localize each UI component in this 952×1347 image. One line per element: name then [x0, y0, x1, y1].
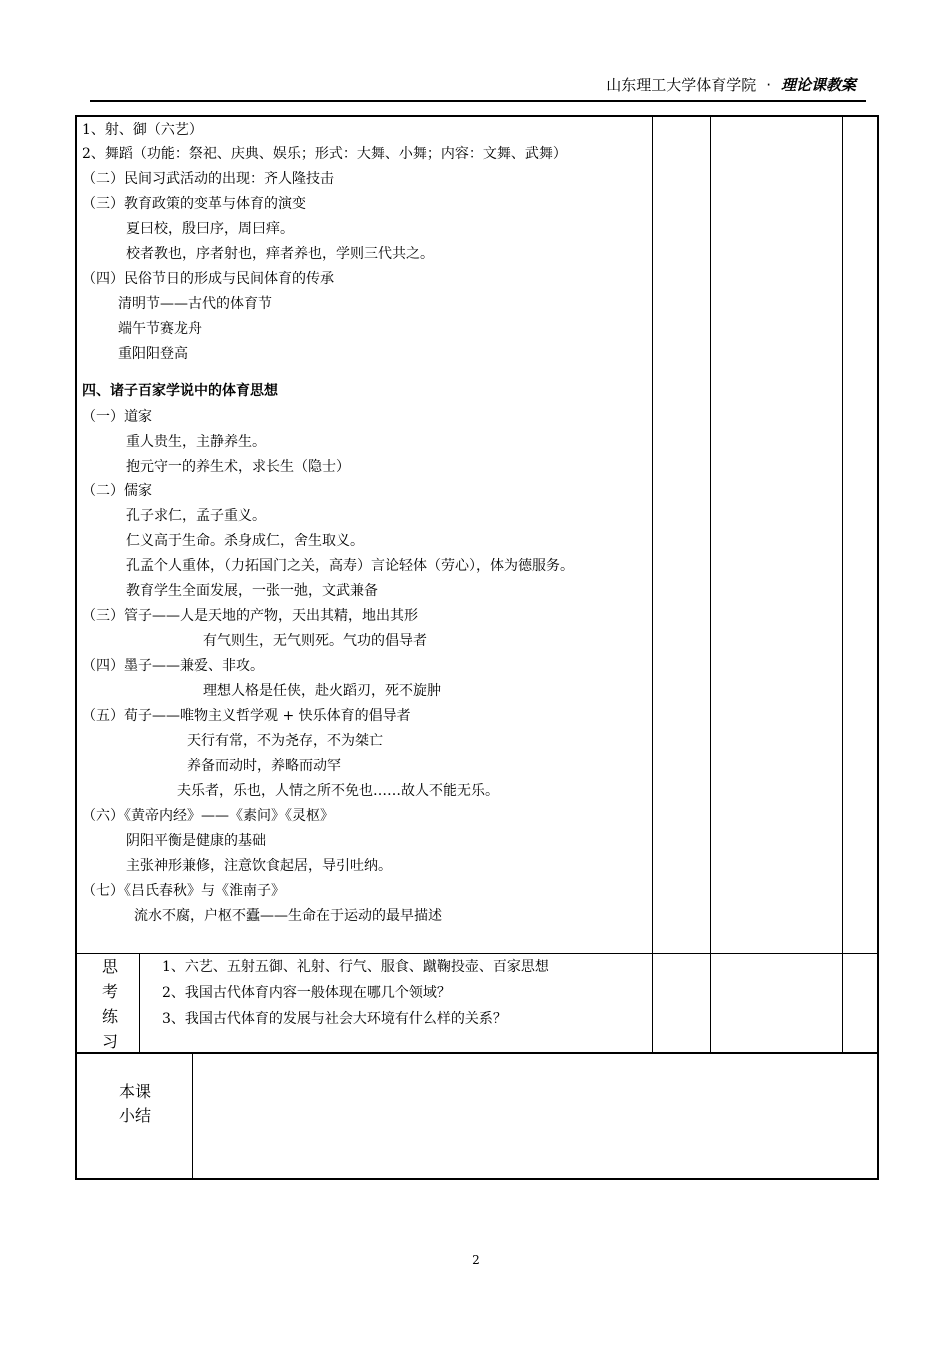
content-line: 夏曰校，殷曰序，周曰痒。 [126, 221, 294, 237]
content-line: 流水不腐，户枢不蠹——生命在于运动的最早描述 [134, 908, 442, 924]
summary-label-divider [192, 1052, 193, 1179]
header-separator: · [766, 76, 771, 94]
content-line: 教育学生全面发展，一张一弛，文武兼备 [126, 583, 378, 599]
content-line: （六）《黄帝内经》——《素问》《灵枢》 [82, 808, 334, 824]
content-line: 端午节赛龙舟 [118, 321, 202, 337]
exercise-item: 1、六艺、五射五御、礼射、行气、服食、蹴鞠投壶、百家思想 [162, 959, 549, 975]
content-line: （四）墨子——兼爱、非攻。 [82, 658, 264, 674]
content-line: 校者教也，序者射也，痒者养也，学则三代共之。 [126, 246, 434, 262]
content-line: （四）民俗节日的形成与民间体育的传承 [82, 271, 334, 287]
header-text [606, 74, 856, 95]
exercise-item: 3、我国古代体育的发展与社会大环境有什么样的关系？ [162, 1011, 507, 1027]
content-line: 养备而动时，养略而动罕 [187, 758, 341, 774]
content-line: （三）管子——人是天地的产物，天出其精，地出其形 [82, 608, 418, 624]
column-divider-2 [710, 115, 711, 1053]
page-number: 2 [472, 1253, 480, 1267]
content-line: 2、舞蹈（功能：祭祀、庆典、娱乐；形式：大舞、小舞；内容：文舞、武舞） [82, 146, 567, 162]
content-line: 理想人格是任侠，赴火蹈刃，死不旋肿 [203, 683, 441, 699]
content-line: （三）教育政策的变革与体育的演变 [82, 196, 306, 212]
content-line: 阴阳平衡是健康的基础 [126, 833, 266, 849]
exercise-label-char: 练 [101, 1007, 118, 1026]
table-border-top [75, 115, 879, 117]
content-line: 孔孟个人重体，（力拓国门之关，高寿）言论轻体（劳心），体为德服务。 [126, 558, 574, 574]
header-school: 山东理工大学体育学院 [606, 76, 757, 94]
section-heading: 四、诸子百家学说中的体育思想 [82, 383, 278, 399]
column-divider-3 [842, 115, 843, 1053]
content-line: （二）民间习武活动的出现：齐人隆技击 [82, 171, 334, 187]
content-line: （一）道家 [82, 409, 152, 425]
exercise-label-char: 习 [101, 1032, 118, 1051]
content-line: 1、射、御（六艺） [82, 122, 203, 138]
exercise-label-char: 考 [101, 982, 118, 1001]
row-divider-summary [75, 1052, 879, 1054]
content-line: （五）荀子——唯物主义哲学观 + 快乐体育的倡导者 [82, 708, 411, 724]
summary-label-line: 小结 [118, 1106, 151, 1125]
summary-label-line: 本课 [118, 1082, 151, 1101]
content-line: 天行有常，不为尧存，不为桀亡 [187, 733, 383, 749]
exercise-label-char: 思 [101, 957, 118, 976]
page-header [90, 66, 866, 102]
content-line: 仁义高于生命。杀身成仁，舍生取义。 [126, 533, 364, 549]
table-border-left [75, 115, 77, 1180]
content-line: 有气则生，无气则死。气功的倡导者 [203, 633, 427, 649]
content-line: 清明节——古代的体育节 [118, 296, 272, 312]
table-border-right [877, 115, 879, 1180]
column-divider-1 [652, 115, 653, 1053]
row-divider-exercise [75, 953, 879, 954]
content-line: 抱元守一的养生术，求长生（隐士） [126, 459, 350, 475]
content-line: 孔子求仁，孟子重义。 [126, 508, 266, 524]
content-line: 主张神形兼修，注意饮食起居，导引吐纳。 [126, 858, 392, 874]
content-line: （七）《吕氏春秋》与《淮南子》 [82, 883, 285, 899]
content-line: 重人贵生，主静养生。 [126, 434, 266, 450]
content-line: 重阳阳登高 [118, 346, 188, 362]
exercise-item: 2、我国古代体育内容一般体现在哪几个领域？ [162, 985, 451, 1001]
content-line: 夫乐者，乐也，人情之所不免也……故人不能无乐。 [177, 783, 499, 799]
content-line: （二）儒家 [82, 483, 152, 499]
header-subtitle: 理论课教案 [780, 76, 856, 94]
table-border-bottom [75, 1178, 879, 1180]
